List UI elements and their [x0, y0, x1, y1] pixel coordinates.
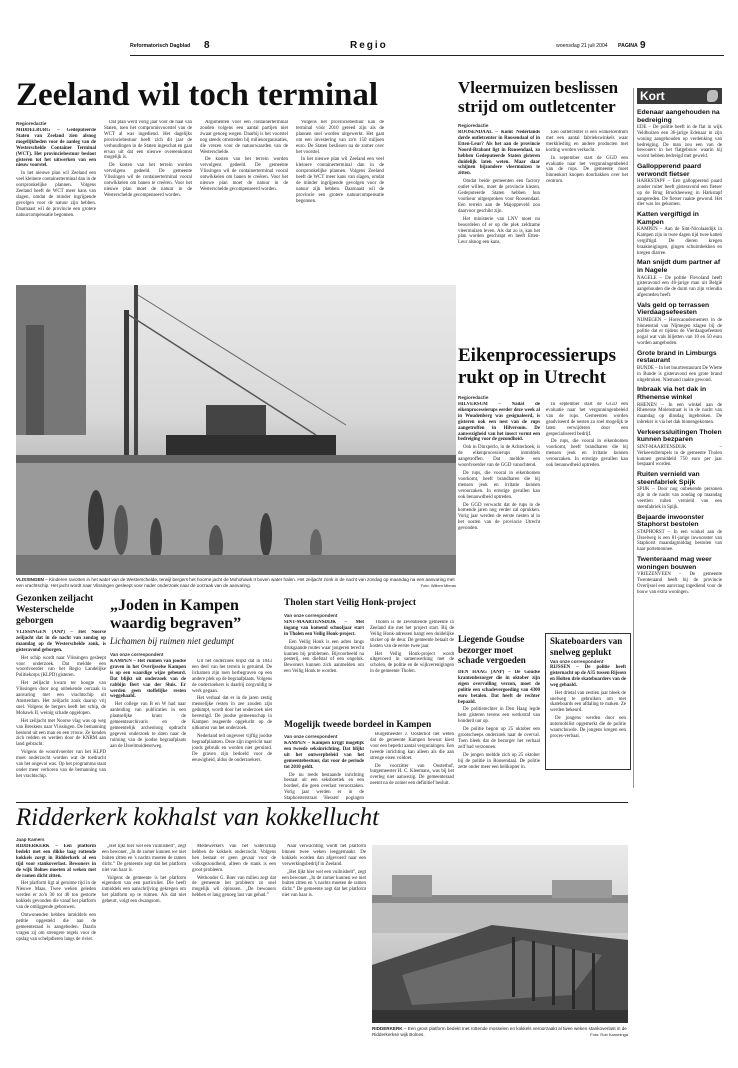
ridderkerk-intro: RIDDERKERK – Een platform bedekt met een dikke laag rottende kokkels zorgt in Ridderkerk al een tijd voor stankoverlast. Bewoners in de wijk Bolnes moeten al weken met de ramen dicht zitten.: [16, 844, 96, 879]
header-page-label: PAGINA: [618, 43, 638, 49]
joden-para: Het college van B en W had naar aanleiding van publicaties in een plaatselijke krant de gemeentearchivaris en de gemeentelijk archeoloog opdracht gegeven onderzoek te doen naar de ruiming van de joodse begraafplaats aan de IJsselmuidenerweg.: [110, 702, 186, 749]
skate-intro: RIJSSEN – De politie heeft gisternacht op de A35 tussen Rijssen en Holten drie skateboarders van de weg gehaald.: [550, 665, 626, 688]
kort-items: [637, 104, 722, 595]
header-date: woensdag 21 juli 2004: [556, 43, 608, 49]
photo2-caption-text: – Een groot platform bedekt met rottende mosselen en kokkels veroorzaakt al twee weken stankoverlast in de Ridderkerkse wijk Bolnes.: [372, 1026, 627, 1037]
ridderkerk-para: Omwonenden hebben inmiddels een petitie opgesteld die aan de gemeenteraad is aangeboden. Daarin vragen zij om strengere regels voor de opslag van schelpdieren langs de rivier.: [16, 912, 96, 942]
goudse-para: De politie begon op 25 oktober een grootscheeps onderzoek naar de overval. Toen bleek dat de bezorger het verhaal zelf had verzonnen.: [458, 727, 540, 750]
page-header: [130, 40, 722, 54]
eiken-para: In september start de GGD een evaluatie naar het vergunningenbeleid van de rups. Gemeenten worden geadviseerd de nesten zo snel mogelijk te laten verwijderen door een gespecialiseerd bedrijf.: [546, 402, 628, 437]
eiken-intro: HILVERSUM – Nadat de eikenprocessierups eerder deze week al in Woudenberg was gesignaleerd, is gisteren ook een nest van de rups aangetroffen in Hilversum. De aanwezigheid van het insect vormt een bedreiging voor de gezondheid.: [458, 402, 540, 443]
tholen-para: Een Veilig Honk is een adres langs drukgaande routes waar jongeren terecht kunnen bij problemen. Bijvoorbeeld na pesterij, een diefstal of een ongeluk. Bewoners kunnen zich aanmelden om een Veilig Honk te worden.: [284, 639, 364, 675]
zeiljacht-para: Het schip wordt naar Vlissingen gesleept voor onderzoek. Dat meldde een woordvoerder van het Regio Landelijke Politiekorps (KLPD) gisteren.: [16, 655, 106, 679]
eiken-para: Ook in Dinxperlo, in de Achterhoek, is de eikenprocessierups inmiddels aangetroffen. Dat meldde een woordvoerder van de GGD vanochtend.: [458, 445, 540, 469]
goudse-intro: DEN HAAG (ANP) – De Goudse krantenbezorger die in oktober zijn eigen overvalling verzon, moet de politie een schadevergoeding van 4300 euro betalen. Dat heeft de rechter bepaald.: [458, 670, 540, 705]
tholen-para: Tholen is de zeventiende gemeente in Zeeland die met het project start. Bij de Veilig Honk-adressen hangt een duidelijke sticker op de deur. De gemeente betaalt de kosten van de eerste twee jaar.: [370, 620, 454, 649]
lead-col-1: [16, 128, 96, 278]
photo1-caption-label: VLISSINGEN: [16, 577, 44, 582]
joden-byline: Van onze correspondent: [110, 652, 164, 657]
kort-item-headline: Ruiten vernield van steenfabriek Spijk: [637, 471, 700, 486]
ridderkerk-col-1: [16, 844, 96, 1054]
vleermuizen-para: Omdat beide gemeenten een factory outlet willen, moet de provincie kiezen. Gedeputeerde Staten hebben hun voorkeur uitgesproken voor Roosendaal. Een terrein aan de Majoppeveld zou daarvoor geschikt zijn.: [458, 179, 540, 214]
vleermuizen-para: In september start de GGD een evaluatie naar het vergunningenbeleid van de rups. De gemeente moet binnenkort knopen doorhakken over het centrum.: [546, 155, 628, 185]
skate-body: [546, 664, 630, 756]
tholen-col-1: [284, 620, 364, 720]
bordeel-intro: KAMPEN – Kampen krijgt mogelijk een tweede seksinrichting. Dat blijkt uit het ontwerpbeleid van het gemeentebestuur, dat voor de periode tot 2010 geldt.: [284, 741, 364, 770]
vleermuizen-para: Een outletcenter is een winkelcentrum met een aantal fabriekswinkels waar merkkleding en andere producten met korting worden verkocht.: [546, 130, 628, 153]
bordeel-para: Burgemeester J. Oosterhof liet weten dat de gemeente Kampen bewust kiest voor een beperkt aantal vergunningen. Een tweede inrichting kan alleen als die aan strenge eisen voldoet.: [370, 732, 454, 761]
lead-byline: Regioredactie: [16, 121, 47, 126]
zeiljacht-headline: Gezonken zeiljacht Westerschelde geborgen: [16, 594, 94, 626]
lead-col-4: [296, 120, 384, 278]
kort-item-headline: Man snijdt dum partner af in Nagele: [637, 259, 721, 274]
zeiljacht-para: Volgens de woordvoerder van het KLPD moet onderzocht worden wat de toedracht van het ongeval was. Op het programma staat onder meer verhoren van de bemanning van het vrachtschip.: [16, 750, 106, 779]
joden-subhead: Lichamen bij ruimen niet gedumpt: [110, 636, 234, 646]
kort-divider: [633, 88, 634, 788]
joden-para: Nederland telt ongeveer vijftig joodse begraafplaatsen. Deze zijn ingericht naar joods gebruik en worden niet geruimd. De graven zijn bedoeld voor de eeuwigheid, aldus de onderzoekers.: [192, 733, 272, 763]
photo2-caption-label: RIDDERKERK: [372, 1026, 403, 1031]
kort-item-headline: Bejaarde inwoonster Staphorst bestolen: [637, 513, 704, 529]
ridderkerk-photo-drawing: [372, 845, 628, 1023]
header-section: Regio: [350, 40, 388, 51]
kort-title: Kort: [640, 89, 665, 103]
skate-para: De jongens werden door een automobilist opgemerkt die de politie waarschuwde. De jongens kregen een proces-verbaal.: [550, 716, 626, 739]
eiken-para: De rups, die vooral in eikenbomen voorkomt, heeft brandharen die bij mensen jeuk en irritatie kunnen veroorzaken. In ernstige gevallen kan ook benauwdheid optreden.: [458, 470, 540, 500]
eiken-para: De GGD verwacht dat de rups in de komende jaren nog verder zal oprukken. Vorig jaar werden de eerste nesten al in het oosten van de provincie Utrecht gevonden.: [458, 502, 540, 532]
westerschelde-photo-drawing: [16, 285, 456, 575]
kort-item-headline: Katten vergiftigd in Kampen: [637, 211, 699, 226]
skate-para: Het drietal van zestien jaar bleek de snelweg te gebruiken om met skateboards een afdaling te maken. Ze werden bekeurd.: [550, 690, 626, 714]
joden-col-1: [110, 659, 186, 799]
ridderkerk-para: „Het lijkt hier wel een vuilnisbelt”, zegt een bewoner. „In de zomer kunnen we niet buiten zitten en 's nachts moeten de ramen dicht.” De gemeente zegt dat het platform niet van haar is.: [282, 869, 366, 899]
ridderkerk-byline: Jaap Kamers: [16, 837, 45, 842]
skate-box: [545, 633, 631, 770]
ridderkerk-col-2: [102, 844, 186, 1054]
goudse-para: De politierechter in Den Haag legde hem gisteren tevens een werkstraf van honderd uur op.: [458, 707, 540, 725]
vleermuizen-para: Het ministerie van LNV moet nu beoordelen of er op die plek zeldzame vleermuizen leven. Als dat zo is, kan het plan worden geschrapt en heeft Etten-Leur alsnog een kans.: [458, 216, 540, 246]
lead-col-3: [200, 120, 288, 278]
kort-item-headline: Inbraak via het dak in Rhenense winkel: [637, 386, 707, 402]
lead-para: Dat plan werd vorig jaar voor de haal van Staten, toen het compromisvoorstel van de WCT al was ingediend. Het dagelijks provinciebestuur heeft zich dit jaar de verhoudingen in de Staten ingeschat en gaat ervan uit dat een nieuwe overeenkomst mogelijk is.: [104, 120, 192, 161]
eiken-col-2: [546, 402, 628, 632]
lead-para: De kosten van het terrein worden vervolgens gedeeld. De gemeente Vlissingen wil de containerterminal vooral ontwikkelen om banen te creëren. Voor het nieuwe plan moet de natuur in de Westerschelde gecompenseerd worden.: [200, 157, 288, 192]
kort-header: [637, 88, 722, 104]
joden-para: Het verhaal dat er in de jaren zestig menselijke resten in zee zouden zijn gedumpt, wordt door het onderzoek niet bevestigd. De joodse gemeenschap in Kampen reageerde opgelucht op de uitkomst van het onderzoek.: [192, 696, 272, 731]
lead-para: In het nieuwe plan wil Zeeland een veel kleinere containerterminal dan in de oorspronkelijke plannen. Volgens Zeeland heeft de WCT meer kans van slagen, omdat de minder ingrijpende gevolgen voor de natuur zijn hebben. Daarnaast wil de provincie een grotere natuurcompensatie begonnen.: [296, 157, 384, 204]
tholen-headline: Tholen start Veilig Honk-project: [284, 598, 417, 608]
ridderkerk-photo: [372, 845, 628, 1023]
bordeel-col-1: [284, 741, 364, 801]
vleermuizen-col-2: [546, 130, 628, 330]
westerschelde-photo: [16, 285, 456, 575]
kort-item-body: RHENEN – In een winkel aan de Rhenense Molenstraat is in de nacht van maandag op dinsdag ingebroken. De inbreker is via het dak binnengekomen.: [637, 402, 722, 426]
eiken-para: De rups, die vooral in eikenbomen voorkomt, heeft brandharen die bij mensen jeuk en irritatie kunnen veroorzaken. In ernstige gevallen kan ook benauwdheid optreden.: [546, 439, 628, 469]
bordeel-byline: Van onze correspondent: [284, 734, 338, 739]
zeiljacht-body: [16, 630, 106, 800]
photo1-caption-text: – Kinderen ravotten in het water van de Westerschelde, terwijl bergers het hoorne jacht de Mohohawk II boven water halen. Het zeiljacht zonk in de nacht van zondag op maandag na een aanvaring met een vrachtschip. Het jacht wordt naar Vlissingen gesleept voor nader onderzoek naar de oorzaak van de aanvaring.: [16, 577, 455, 588]
kort-item-headline: Twenteraand mag weer woningen bouwen: [637, 555, 712, 571]
kort-item-body: SPIJK – Door nog onbekende personen zijn in de nacht van zondag op maandag veertien ruiten vernield van een steenfabriek in Spijk.: [637, 487, 722, 510]
bordeel-para: De nu reeds bestaande inrichting bestaat uit een seksboetiek en een bordeel, die geen overlast veroorzaken. Vorig jaar werden er in de Staphorsterstraat 'Hessen' pogingen: [284, 772, 364, 801]
bordeel-headline: Mogelijk tweede bordeel in Kampen: [284, 720, 432, 730]
tholen-para: Het Veilig Honk-project wordt uitgevoerd in samenwerking met de scholen, de politie en de wijkverenigingen in de gemeente Tholen.: [370, 651, 454, 675]
kort-item-body: HARKSTAPF – Een gallopperend paard zonder ruiter heeft gisteravond een fietser op de Brug Bruckheeweg in Harkstapf aangereden. De fietser raakte gewond. Het dier was los gekomen.: [637, 179, 722, 208]
ridderkerk-para: „Het lijkt hier wel een vuilnisbelt”, zegt een bewoner. „In de zomer kunnen we niet buiten zitten en 's nachts moeten de ramen dicht.” De gemeente zegt dat het platform niet van haar is.: [102, 844, 186, 873]
ridderkerk-col-4: [282, 844, 366, 1054]
ridderkerk-headline: Ridderkerk kokhalst van kokkellucht: [16, 804, 380, 831]
kort-item-body: VRIEZENVEEN – De gemeente Twenteraand heeft bij de provincie Overijssel een aanvraag ingediend voor de bouw van extra woningen.: [637, 572, 722, 595]
zeiljacht-para: Het zeiljacht met Noorse vlag was op weg van Breskens naar Vlissingen. De bemanning bestond uit een man en een vrouw. Ze konden zich redden en werden door de KNRM aan land gebracht.: [16, 718, 106, 748]
kort-item-headline: Verkeerssluitingen Tholen kunnen bezparen: [637, 428, 722, 444]
kort-item-body: KAMPEN – Aan de Sint-Nicolaasdijk in Kampen zijn in twee dagen tijd twee katten vergiftigd. De dieren kregen braakneigingen, gingen schuimbekken en kregen diarree.: [637, 227, 722, 256]
tholen-intro: SINT-MAARTENSDIJK – Met ingang van komend schooljaar start in Tholen een Veilig Honk-project.: [284, 620, 364, 637]
eiken-col-1: [458, 402, 540, 632]
eiken-byline: Regioredactie: [458, 395, 489, 400]
kort-item-headline: Vals geld op terrassen Vierdaagsefeesten: [637, 301, 710, 317]
bordeel-col-2: [370, 732, 454, 802]
photo2-caption: [372, 1026, 628, 1037]
goudse-headline: Liegende Goudse bezorger moet schade vergoeden: [458, 634, 526, 665]
goudse-para: De jongen meldde zich op 25 oktober bij de politie in Roosendaal. De politie zette onder meer een helikopter in.: [458, 752, 540, 770]
photo1-caption: [16, 577, 456, 588]
ridderkerk-col-3: [192, 844, 276, 1054]
photo2-credit: Foto: Rob Kamminga: [590, 1031, 628, 1037]
zeiljacht-para: Het zeiljacht kwam ter hoogte van Vlissingen door nog onbekende oorzaak in aanvaring met een vrachtschip uit Amsterdam. Het zeiljacht zonk daarop vrij snel. Volgens de bergers heeft het schip, de Mohawk II, weinig schade opgelopen.: [16, 681, 106, 716]
bordeel-para: De voorzitter van Oosterhof, burgemeester H. C. Kleemans, was bij het overleg niet aanwezig. De gemeenteraad neemt na de zomer een definitief besluit.: [370, 763, 454, 787]
header-rule: [130, 55, 724, 56]
kort-item-body: NAGELE – De politie Flevoland heeft gisteravond een 46-jarige man uit België aangehouden die de duim van zijn vriendin afgesneden heeft.: [637, 275, 722, 298]
joden-para: Uit het onderzoek blijkt dat in 1843 een deel van het terrein is geruimd. De lichamen zijn toen herbegraven op een andere plek op de begraafplaats. Volgens de onderzoekers is daarbij zorgvuldig te werk gegaan.: [192, 659, 272, 694]
zeiljacht-intro: VLISSINGEN (ANP) – Het Noorse zeiljacht dat in de nacht van zondag op maandag op de Westerschelde zonk, is gisteravond geborgen.: [16, 630, 106, 653]
lead-col-2: [104, 120, 192, 278]
kort-item-body: STAPHORST – In een winkel aan de IJsselweg is een 81-jarige inwoonster van Staphorst maandagmiddag bestolen van haar portemonnee.: [637, 529, 722, 553]
skate-headline: Skateboarders van snelweg geplukt: [550, 636, 623, 657]
kort-item-headline: Gallopperend paard verwondt fietser: [637, 162, 702, 178]
lead-intro: MIDDELBURG – Gedeputeerde Staten van Zeeland zien alsnog mogelijkheden voor de aanleg van de Westerscheldе Container Terminal (WCT). Het provinciebestuur besloot gisteren tot het uitwerken van een nieuw voorstel.: [16, 128, 96, 169]
kort-column: [637, 88, 722, 1053]
vleermuizen-headline: Vleermuizen beslissen strijd om outletcenter: [458, 78, 619, 116]
photo1-credit: Foto: Willem Mieras: [420, 582, 456, 588]
lead-para: Volgens het provinciebestuur kan de terminal vóór 2010 gereed zijn als de plannen snel worden uitgewerkt. Het gaat om een investering van zo'n 150 miljoen euro. De Staten beslissen na de zomer over het voorstel.: [296, 120, 384, 155]
vleermuizen-col-1: [458, 130, 540, 278]
header-page-number-right: 9: [640, 40, 646, 51]
header-page-number-left: 8: [204, 40, 210, 51]
vleermuizen-intro: ROOSENDAAL – Komt Nederlands derde outletcenter in Roosendaal of in Etten-Leur? Als het aan de provincie Noord-Brabant ligt in Roosendaal, zo hebben Gedeputeerde Staten gisteren duidelijk laten weten. Maar daar schijnen bijzondere vleermuizen te zitten.: [458, 130, 540, 177]
lead-para: De kosten van het terrein worden vervolgens gedeeld. De gemeente Vlissingen wil de containerterminal vooral ontwikkelen om banen te creëren. Voor het nieuwe plan moet de natuur in de Westerschelde gecompenseerd worden.: [104, 163, 192, 198]
joden-headline: „Joden in Kampen waardig begraven”: [110, 597, 242, 632]
lead-headline: Zeeland wil toch terminal: [16, 77, 379, 113]
skate-byline: Van onze correspondent: [550, 659, 604, 664]
ridderkerk-top-rule: [16, 802, 628, 803]
joden-intro: KAMPEN – Het ruimen van joodse graven in het Overijsselse Kampen is op een waardige wijze gebeurd. Dat blijkt uit onderzoek van de rabbijn Bert van der Sluis. Er werden geen stoffelijke resten weggehaald.: [110, 659, 186, 700]
lead-para: Argumenten voor een containerterminal zouden volgens een aantal partijen niet zwaar genoeg wegen. Daarbij is het voorstel nog steeds omstreden bij milieuorganisaties, die vrezen voor de natuurwaarden van de Westerschelde.: [200, 120, 288, 155]
netherlands-map-icon: [707, 90, 718, 102]
lead-para: In het nieuwe plan wil Zeeland een veel kleinere containerterminal dan in de oorspronkelijke plannen. Volgens Zeeland heeft de WCT meer kans van slagen, omdat de minder ingrijpende gevolgen voor de natuur zijn hebben. Daarnaast wil de provincie een grotere natuurcompensatie begonnen.: [16, 171, 96, 218]
kort-item-body: BUNDE – In het buurtrestaurant De Wiette in Bunde is gisteravond een grote brand uitgebroken. Niemand raakte gewond.: [637, 366, 722, 383]
tholen-byline: Van onze correspondent: [284, 613, 338, 618]
ridderkerk-para: Wethouder G. Boer van milieu zegt dat de gemeente het probleem zo snel mogelijk wil oplossen. „De bewoners hebben er lang genoeg last van gehad.”: [192, 875, 276, 899]
tholen-col-2: [370, 620, 454, 720]
header-paper-name: Reformatorisch Dagblad: [130, 43, 191, 49]
ridderkerk-para: Naar verwachting wordt het platform binnen twee weken leeggemaakt. De kokkels worden dan afgevoerd naar een verwerkingsbedrijf in Zeeland.: [282, 844, 366, 867]
eiken-headline: Eikenprocessierups rukt op in Utrecht: [458, 345, 617, 388]
ridderkerk-para: Volgens de gemeente is het platform eigendom van een particulier. Die heeft inmiddels een aanschrijving gekregen om het platform op te ruimen. Als dat niet gebeurt, volgt een dwangsom.: [102, 875, 186, 905]
kort-item-body: NIJMEGEN – Horecaondernemers in de binnenstad van Nijmegen klagen bij de politie dat er tijdens de Vierdaagsefeesten nogal wat vals biljetten van 10 en 50 euro worden aangeboden.: [637, 317, 722, 347]
ridderkerk-para: Medewerkers van het waterschap hebben de kokkels onderzocht. Volgens hen bestaat er geen gevaar voor de volksgezondheid, alleen de stank is een groot probleem.: [192, 844, 276, 873]
kort-item-body: EDE – De politie heeft in de flat in wijk Veldhuizen een 36-jarige Edenaar in zijn woning aangehouden op verdenking van bedreiging. De man zou een van de bewoners in het flatgebouw waarin hij woont hebben bedreigd met geweld.: [637, 125, 722, 160]
joden-col-2: [192, 659, 272, 799]
kort-item-body: SINT-MAARTENSDIJK – Verkeersdrempels in de gemeente Tholen kunnen gemiddeld 750 euro per jaar bespaard worden.: [637, 445, 722, 468]
goudse-body: [458, 670, 540, 800]
ridderkerk-para: Het platform ligt al geruime tijd in de Nieuwe Maas. Twee weken geleden werden er zo'n 30 tot 40 ton gestorte kokkels gevonden die vanaf het platform van de omliggende gebouwen.: [16, 881, 96, 911]
kort-item-headline: Edenaar aangehouden na bedreiging: [637, 109, 720, 124]
kort-item-headline: Grote brand in Limburgs restaurant: [637, 349, 717, 365]
vleermuizen-byline: Regioredactie: [458, 123, 489, 128]
